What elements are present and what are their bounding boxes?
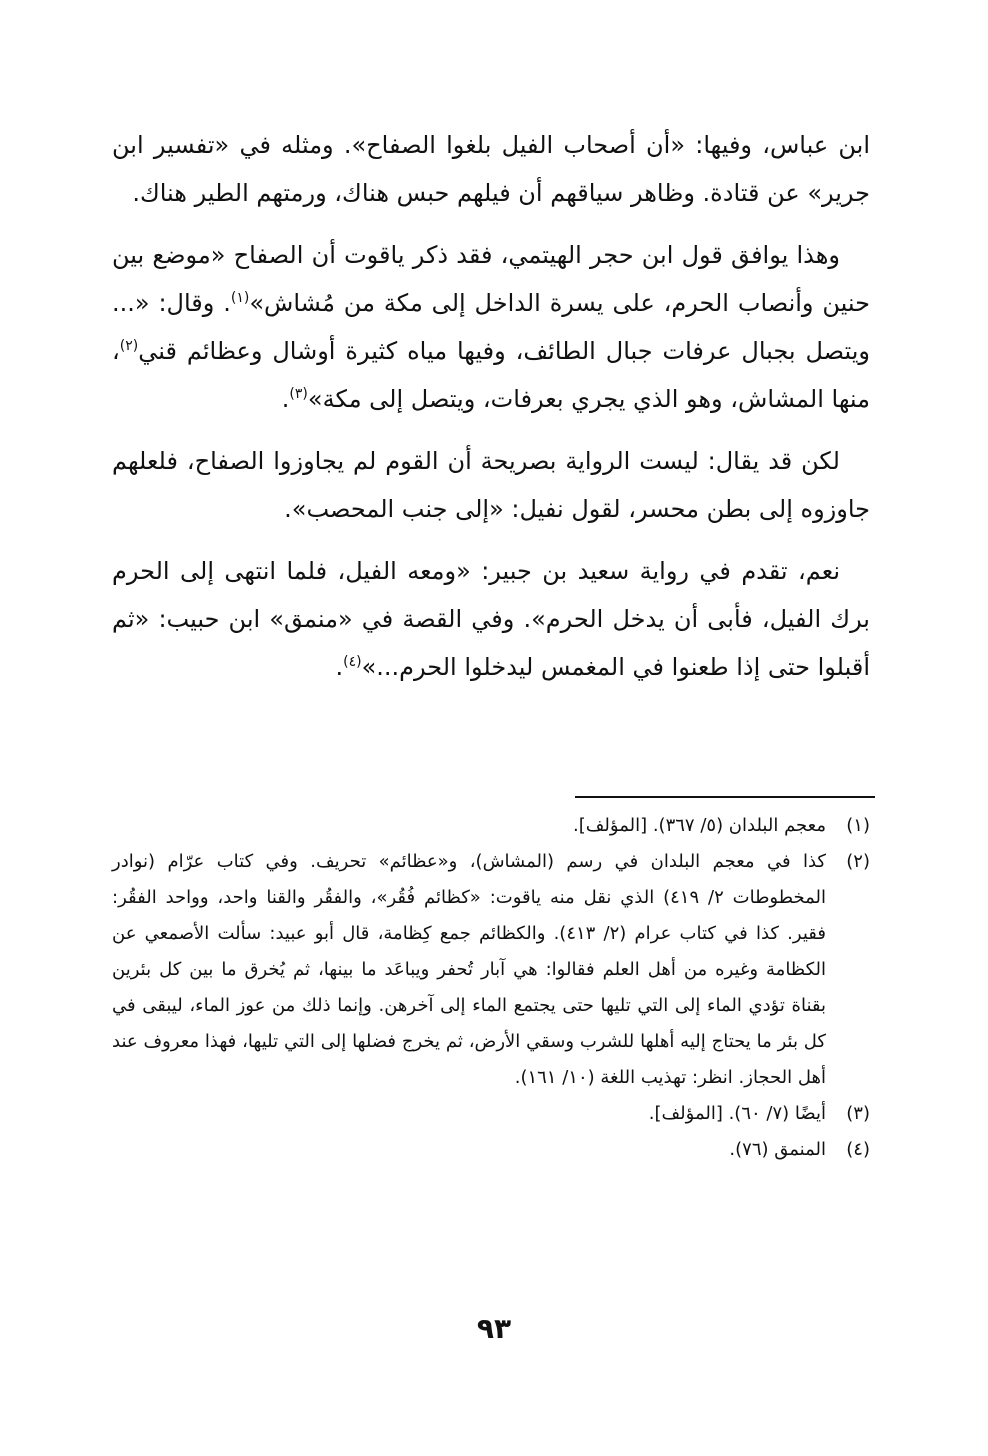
footnote-reference: (٢) [119,338,139,354]
footnote [112,808,870,844]
footnote-number: (١) [846,815,870,836]
footnote-number: (٢) [846,851,870,872]
footnote-text: أيضًا (٧/ ٦٠). [المؤلف]. [648,1103,826,1124]
footnote-text: معجم البلدان (٥/ ٣٦٧). [المؤلف]. [573,815,826,836]
paragraph [112,547,870,691]
footnote-number: (٤) [846,1139,870,1160]
main-text [112,121,870,705]
paragraph-text: نعم، تقدم في رواية سعيد بن جبير: «ومعه الفيل، فلما انتهى إلى الحرم برك الفيل، فأبى أن يدخل الحرم». وفي القصة في «منمق» ابن حبيب: «ثم أقبلوا حتى إذا طعنوا في المغمس ليدخلوا الحرم...» [112,557,870,681]
paragraph-text: . وقال: «... ويتصل بجبال عرفات جبال الطائف، وفيها مياه كثيرة أوشال وعظائم قني [112,289,870,365]
footnote-number: (٣) [846,1103,870,1124]
paragraph-text: . [281,385,290,413]
footnote-text: المنمق (٧٦). [729,1139,826,1160]
footnote-reference: (٤) [343,654,362,670]
footnote [112,844,870,1096]
paragraph [112,121,870,217]
footnote-separator [575,796,875,798]
footnote [112,1132,870,1168]
footnote-reference: (١) [230,290,250,306]
footnote-text: كذا في معجم البلدان في رسم (المشاش)، و«عظائم» تحريف. وفي كتاب عرّام (نوادر المخطوطات ٢/ ٤١٩) الذي نقل منه ياقوت: «كظائم فُقُر»، والفقُر والقنا واحد، وواحد الفقُر: فقير. كذا في كتاب عرام (٢/ ٤١٣). والكظائم جمع كِظامة، قال أبو عبيد: سألت الأصمعي عن الكظامة وغيره من أهل العلم فقالوا: هي آبار تُحفر ويباعَد ما بينها، ثم يُخرق ما بين كل بئرين بقناة تؤدي الماء إلى التي تليها حتى يجتمع الماء إلى آخرهن. وإنما ذلك من عوز الماء، ليبقى في كل بئر ما يحتاج إليه أهلها للشرب وسقي الأرض، ثم يخرج فضلها إلى التي تليها، فهذا معروف عند أهل الحجاز. انظر: تهذيب اللغة (١٠/ ١٦١). [112,851,826,1088]
footnote-reference: (٣) [289,386,308,402]
paragraph-text: ، منها المشاش، وهو الذي يجري بعرفات، ويتصل إلى مكة» [112,337,870,413]
footnotes-section [112,808,870,1168]
paragraph-text: . [335,653,344,681]
paragraph-text: لكن قد يقال: ليست الرواية بصريحة أن القوم لم يجاوزوا الصفاح، فلعلهم جاوزوه إلى بطن محسر، لقول نفيل: «إلى جنب المحصب». [112,447,870,523]
paragraph-text: ابن عباس، وفيها: «أن أصحاب الفيل بلغوا الصفاح». ومثله في «تفسير ابن جرير» عن قتادة. وظاهر سياقهم أن فيلهم حبس هناك، ورمتهم الطير هناك. [112,131,870,207]
paragraph [112,231,870,423]
page-number: ٩٣ [476,1312,512,1345]
paragraph [112,437,870,533]
footnote [112,1096,870,1132]
paragraph-text: وهذا يوافق قول ابن حجر الهيتمي، فقد ذكر ياقوت أن الصفاح «موضع بين حنين وأنصاب الحرم، على يسرة الداخل إلى مكة من مُشاش» [112,241,871,317]
